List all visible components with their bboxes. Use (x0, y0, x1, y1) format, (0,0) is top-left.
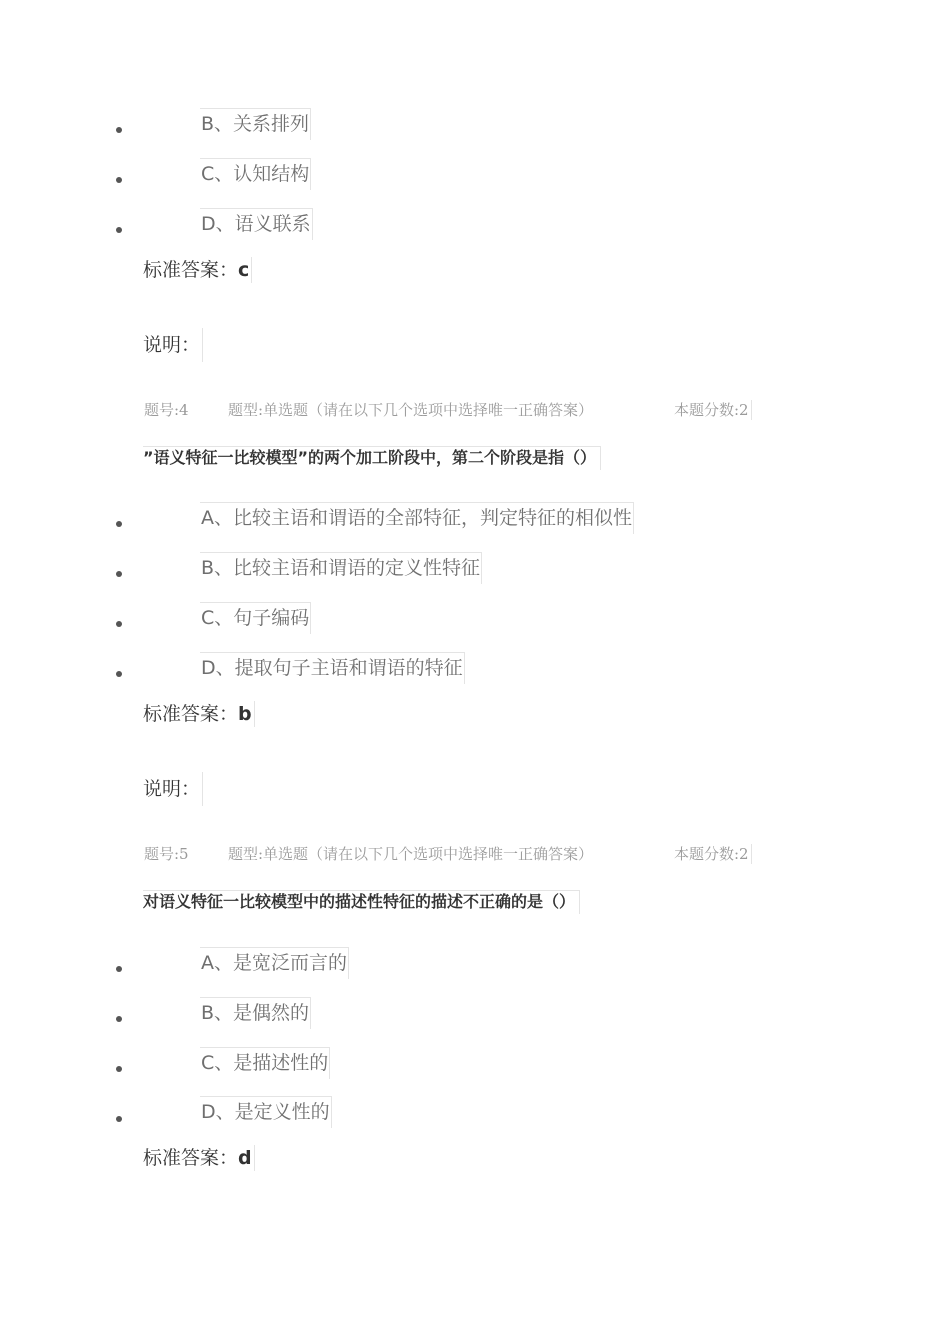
question-number: 题号:5 (144, 845, 189, 863)
explanation-label: 说明： (143, 334, 201, 356)
answer-label: 标准答案： (143, 1147, 239, 1169)
list-bullet (116, 177, 122, 183)
option-b: B、关系排列 (200, 108, 311, 140)
option-d: D、语义联系 (200, 208, 313, 240)
list-bullet (116, 127, 122, 133)
list-bullet (116, 966, 122, 972)
option-a: A、是宽泛而言的 (200, 947, 349, 979)
standard-answer (143, 257, 252, 283)
answer-label: 标准答案： (143, 703, 239, 725)
list-bullet (116, 1016, 122, 1022)
option-b: B、比较主语和谓语的定义性特征 (200, 552, 482, 584)
question-score: 本题分数:2 (674, 400, 752, 420)
answer-value: b (238, 703, 252, 725)
question-type: 题型:单选题（请在以下几个选项中选择唯一正确答案） (228, 845, 594, 863)
list-bullet (116, 671, 122, 677)
standard-answer (143, 701, 255, 727)
question-stem: ”语义特征一比较模型”的两个加工阶段中，第二个阶段是指（） (143, 446, 601, 470)
list-bullet (116, 571, 122, 577)
explanation-label: 说明： (143, 778, 201, 800)
option-d: D、提取句子主语和谓语的特征 (200, 652, 465, 684)
option-b: B、是偶然的 (200, 997, 311, 1029)
question-number: 题号:4 (144, 401, 189, 419)
option-c: C、是描述性的 (200, 1047, 330, 1079)
option-c: C、认知结构 (200, 158, 311, 190)
list-bullet (116, 227, 122, 233)
list-bullet (116, 1066, 122, 1072)
question-score: 本题分数:2 (674, 844, 752, 864)
question-stem: 对语义特征一比较模型中的描述性特征的描述不正确的是（） (143, 890, 580, 914)
explanation (143, 328, 203, 362)
list-bullet (116, 521, 122, 527)
option-c: C、句子编码 (200, 602, 311, 634)
option-d: D、是定义性的 (200, 1096, 332, 1128)
explanation (143, 772, 203, 806)
question-type: 题型:单选题（请在以下几个选项中选择唯一正确答案） (228, 401, 594, 419)
answer-label: 标准答案： (143, 259, 239, 281)
answer-value: d (238, 1147, 252, 1169)
option-a: A、比较主语和谓语的全部特征，判定特征的相似性 (200, 502, 634, 534)
list-bullet (116, 1116, 122, 1122)
standard-answer (143, 1145, 255, 1171)
list-bullet (116, 621, 122, 627)
answer-value: c (238, 259, 250, 281)
